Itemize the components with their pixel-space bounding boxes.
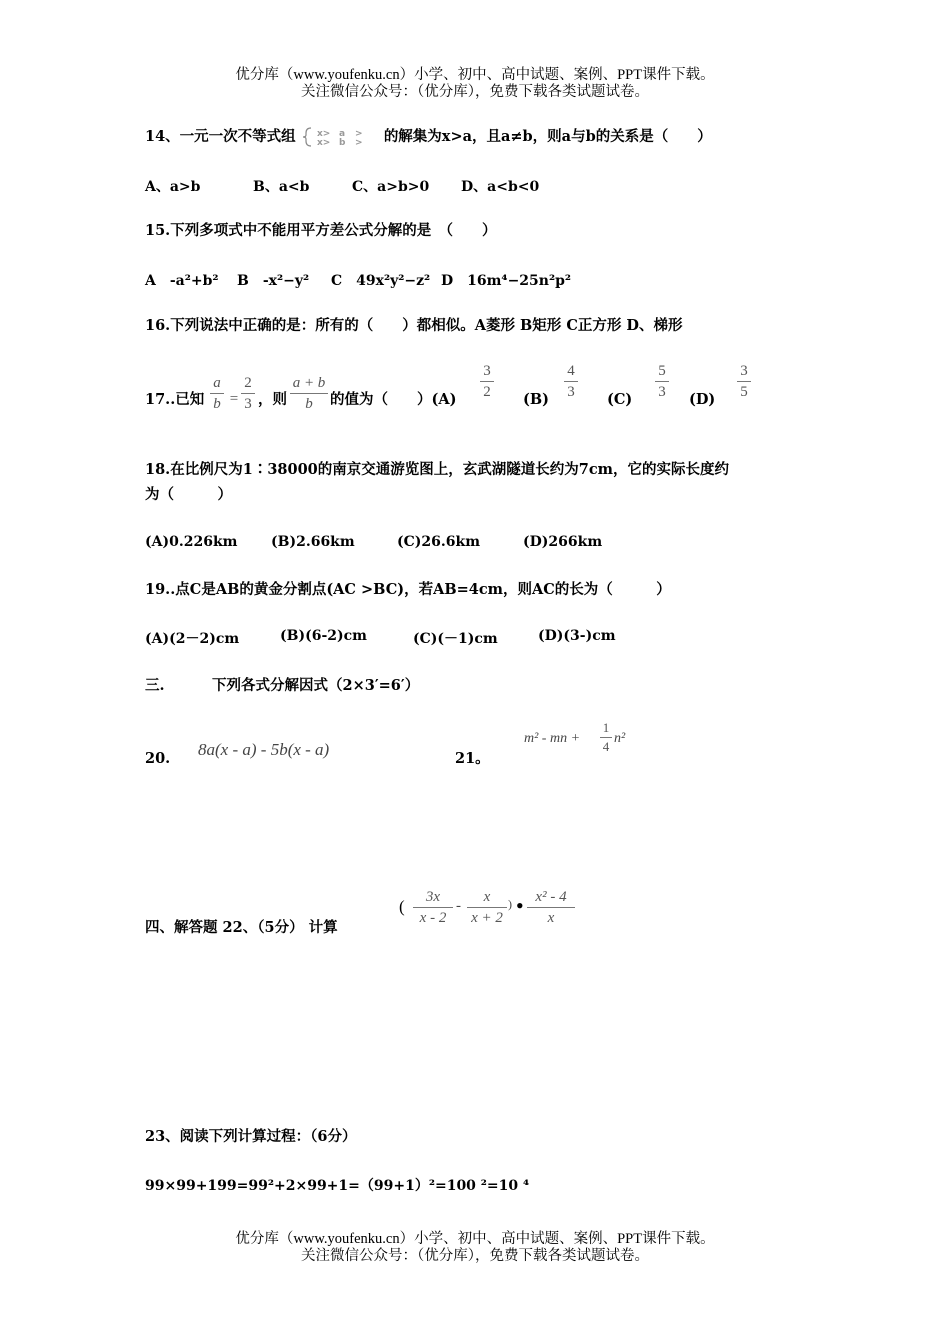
q18-option-d: (D)266km bbox=[523, 534, 603, 550]
q19-option-a: (A)(2－2)cm bbox=[145, 631, 240, 647]
q17-given-fraction bbox=[210, 374, 224, 413]
svg-text:a: a bbox=[338, 129, 345, 139]
q22-f1-denominator: x - 2 bbox=[419, 910, 447, 926]
q22-fraction-1 bbox=[413, 888, 453, 927]
q17-mid: ，则 bbox=[258, 391, 287, 408]
q17-given-numerator: a bbox=[213, 375, 221, 391]
q21-expression-right: n² bbox=[614, 731, 626, 746]
q17-b-denominator: 3 bbox=[567, 384, 575, 400]
q17-d-denominator: 5 bbox=[740, 384, 748, 400]
question-16: 16.下列说法中正确的是：所有的（ ）都相似。A菱形 B矩形 C正方形 D、梯形 bbox=[145, 317, 683, 334]
q17-suffix: 的值为（ ）(A) bbox=[330, 391, 457, 408]
q17-answer-c bbox=[655, 362, 669, 401]
q22-fraction-2 bbox=[467, 888, 507, 927]
svg-text:>: > bbox=[354, 129, 363, 139]
q17-value-denominator: 3 bbox=[244, 396, 252, 412]
q15-option-b: B -x²−y² bbox=[237, 273, 310, 289]
q19-option-c: (C)(－1)cm bbox=[413, 631, 498, 647]
q15-option-a: A -a²+b² bbox=[145, 273, 219, 289]
q15-option-d: D 16m⁴−25n²p² bbox=[441, 273, 572, 289]
fraction-bar bbox=[290, 393, 328, 394]
question-19: 19..点C是AB的黄金分割点(AC >BC)，若AB=4cm，则AC的长为（ ） bbox=[145, 581, 671, 598]
q17-prefix: 17..已知 bbox=[145, 391, 205, 408]
fraction-bar bbox=[737, 381, 751, 382]
fraction-bar bbox=[210, 393, 224, 394]
q17-label-d: (D) bbox=[689, 391, 716, 408]
q17-answer-a bbox=[480, 362, 494, 401]
svg-text:b: b bbox=[338, 138, 346, 148]
footer-line-1: 优分库（www.youfenku.cn）小学、初中、高中试题、案例、PPT课件下载。 bbox=[235, 1231, 715, 1247]
section-3-label: 三. bbox=[145, 677, 165, 694]
fraction-bar bbox=[467, 907, 507, 908]
q17-a-numerator: 3 bbox=[483, 363, 491, 379]
svg-text:>: > bbox=[354, 138, 363, 148]
q22-dot: • bbox=[515, 897, 525, 915]
q17-expr-numerator: a + b bbox=[292, 375, 326, 391]
q17-a-denominator: 2 bbox=[483, 384, 491, 400]
fraction-bar bbox=[241, 393, 255, 394]
q20-expression: 8a(x - a) - 5b(x - a) bbox=[198, 740, 330, 759]
q14-option-a: A、a>b bbox=[145, 179, 201, 195]
header-line-1: 优分库（www.youfenku.cn）小学、初中、高中试题、案例、PPT课件下载。 bbox=[235, 67, 715, 83]
q22-minus: - bbox=[456, 898, 461, 914]
question-18-line-2: 为（ ） bbox=[145, 486, 232, 503]
question-15: 15.下列多项式中不能用平方差公式分解的是 （ ） bbox=[145, 222, 497, 239]
q18-option-b: (B)2.66km bbox=[271, 534, 355, 550]
q20-label: 20. bbox=[145, 750, 171, 767]
question-23-title: 23、阅读下列计算过程：（6分） bbox=[145, 1128, 357, 1145]
q17-answer-b bbox=[564, 362, 578, 401]
q22-right-paren: ) bbox=[508, 897, 512, 911]
inequality-system-image bbox=[301, 126, 379, 148]
q17-c-numerator: 5 bbox=[658, 363, 666, 379]
q14-option-c: C、a>b>0 bbox=[352, 179, 430, 195]
question-14 bbox=[145, 126, 712, 148]
q14-suffix: 的解集为x>a，且a≠b，则a与b的关系是（ ） bbox=[383, 128, 712, 145]
fraction-bar bbox=[564, 381, 578, 382]
q22-f2-numerator: x bbox=[483, 889, 491, 905]
page-footer bbox=[0, 1231, 950, 1265]
q22-left-paren: ( bbox=[399, 897, 405, 916]
q21-denominator: 4 bbox=[602, 739, 610, 754]
q18-option-a: (A)0.226km bbox=[145, 534, 238, 550]
svg-text:x>: x> bbox=[316, 138, 331, 148]
fraction-bar bbox=[527, 907, 575, 908]
q17-d-numerator: 3 bbox=[740, 363, 748, 379]
q21-label: 21。 bbox=[455, 750, 490, 767]
q22-f1-numerator: 3x bbox=[425, 889, 441, 905]
q19-option-d: (D)(3-)cm bbox=[538, 628, 616, 644]
fraction-bar bbox=[600, 737, 612, 738]
section-4-question-22: 四、解答题 22、（5分） 计算 bbox=[145, 919, 338, 936]
q21-expression-left: m² - mn + bbox=[524, 731, 581, 746]
q17-given-denominator: b bbox=[213, 396, 221, 412]
fraction-bar bbox=[413, 907, 453, 908]
svg-text:x>: x> bbox=[316, 129, 331, 139]
q22-f2-denominator: x + 2 bbox=[471, 910, 503, 926]
fraction-bar bbox=[655, 381, 669, 382]
q22-f3-numerator: x² - 4 bbox=[535, 889, 567, 905]
q21-numerator: 1 bbox=[602, 720, 610, 735]
page-header bbox=[0, 67, 950, 101]
q14-option-b: B、a<b bbox=[253, 179, 310, 195]
question-18-line-1: 18.在比例尺为1∶38000的南京交通游览图上，玄武湖隧道长约为7cm，它的实际长度约 bbox=[145, 461, 730, 478]
q17-label-b: (B) bbox=[523, 391, 549, 408]
q17-label-c: (C) bbox=[607, 391, 633, 408]
q18-option-c: (C)26.6km bbox=[397, 534, 481, 550]
header-line-2: 关注微信公众号：（优分库），免费下载各类试题试卷。 bbox=[301, 84, 649, 100]
fraction-bar bbox=[480, 381, 494, 382]
q14-option-d: D、a<b<0 bbox=[461, 179, 540, 195]
q22-f3-denominator: x bbox=[547, 910, 555, 926]
q19-option-b: (B)(6-2)cm bbox=[280, 628, 367, 644]
q17-c-denominator: 3 bbox=[658, 384, 666, 400]
footer-line-2: 关注微信公众号：（优分库），免费下载各类试题试卷。 bbox=[301, 1248, 649, 1264]
q17-b-numerator: 4 bbox=[567, 363, 575, 379]
q17-expr-denominator: b bbox=[305, 396, 313, 412]
q17-given-value bbox=[241, 374, 255, 413]
q22-fraction-3 bbox=[527, 888, 575, 927]
section-3-title: 下列各式分解因式（2×3′=6′） bbox=[212, 677, 420, 694]
q17-answer-d bbox=[737, 362, 751, 401]
q15-option-c: C 49x²y²−z² bbox=[331, 273, 431, 289]
q21-fraction bbox=[600, 720, 612, 755]
q14-prefix: 14、一元一次不等式组 bbox=[145, 128, 296, 145]
question-23-expression: 99×99+199=99²+2×99+1=（99+1）²=100 ²=10 ⁴ bbox=[145, 1178, 530, 1194]
q17-equals: = bbox=[229, 391, 239, 407]
q17-expression-fraction bbox=[290, 374, 328, 413]
q17-value-numerator: 2 bbox=[244, 375, 252, 391]
